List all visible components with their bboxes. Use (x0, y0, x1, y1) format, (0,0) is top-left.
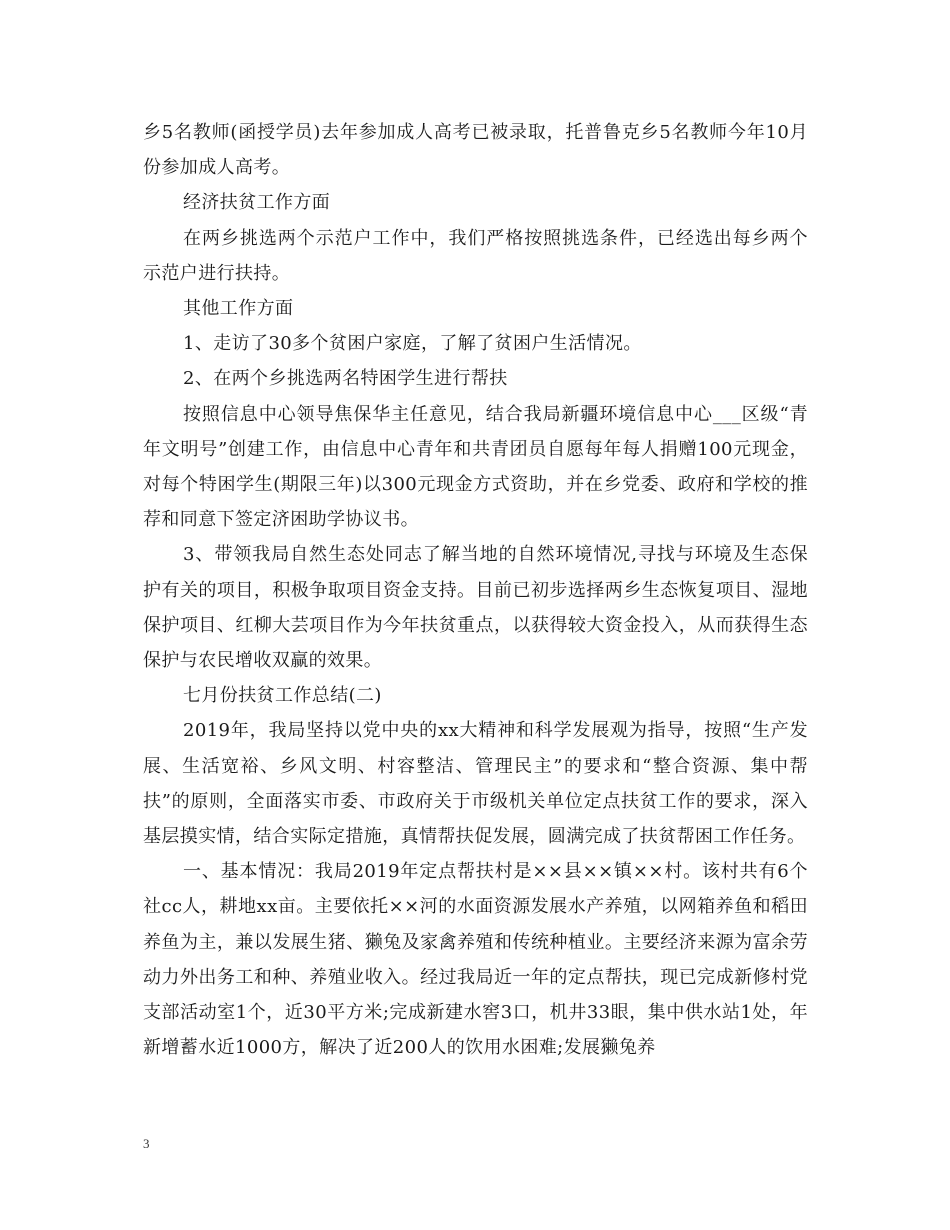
page-number: 3 (143, 1136, 150, 1151)
section-heading-economic: 经济扶贫工作方面 (183, 192, 331, 214)
document-body (143, 115, 808, 1065)
list-item: 1、走访了30多个贫困户家庭，了解了贫困户生活情况。 (183, 333, 642, 355)
section-heading-summary: 七月份扶贫工作总结(二) (183, 685, 382, 707)
paragraph: 按照信息中心领导焦保华主任意见，结合我局新疆环境信息中心___区级“青年文明号”创建工作，由信息中心青年和共青团员自愿每年每人捐赠100元现金，对每个特困学生(期限三年)以300元现金方式资助，并在乡党委、政府和学校的推荐和同意下签定济困助学协议书。 (143, 403, 808, 531)
paragraph: 乡5名教师(函授学员)去年参加成人高考已被录取，托普鲁克乡5名教师今年10月份参加成人高考。 (143, 122, 808, 179)
section-heading-other: 其他工作方面 (183, 298, 294, 320)
list-item: 2、在两个乡挑选两名特困学生进行帮扶 (183, 368, 508, 390)
paragraph: 2019年，我局坚持以党中央的xx大精神和科学发展观为指导，按照“生产发展、生活宽裕、乡风文明、村容整洁、管理民主”的要求和“整合资源、集中帮扶”的原则，全面落实市委、市政府关于市级机关单位定点扶贫工作的要求，深入基层摸实情，结合实际定措施，真情帮扶促发展，圆满完成了扶贫帮困工作任务。 (143, 720, 808, 848)
paragraph: 一、基本情况：我局2019年定点帮扶村是××县××镇××村。该村共有6个社cc人，耕地xx亩。主要依托××河的水面资源发展水产养殖，以网箱养鱼和稻田养鱼为主，兼以发展生猪、獭兔及家禽养殖和传统种植业。主要经济来源为富余劳动力外出务工和种、养殖业收入。经过我局近一年的定点帮扶，现已完成新修村党支部活动室1个，近30平方米;完成新建水窖3口，机井33眼，集中供水站1处，年新增蓄水近1000方，解决了近200人的饮用水困难;发展獭兔养 (143, 861, 808, 1059)
list-item: 3、带领我局自然生态处同志了解当地的自然环境情况,寻找与环境及生态保护有关的项目，积极争取项目资金支持。目前已初步选择两乡生态恢复项目、湿地保护项目、红柳大芸项目作为今年扶贫重点，以获得较大资金投入，从而获得生态保护与农民增收双赢的效果。 (143, 544, 808, 672)
paragraph: 在两乡挑选两个示范户工作中，我们严格按照挑选条件，已经选出每乡两个示范户进行扶持。 (143, 227, 808, 284)
